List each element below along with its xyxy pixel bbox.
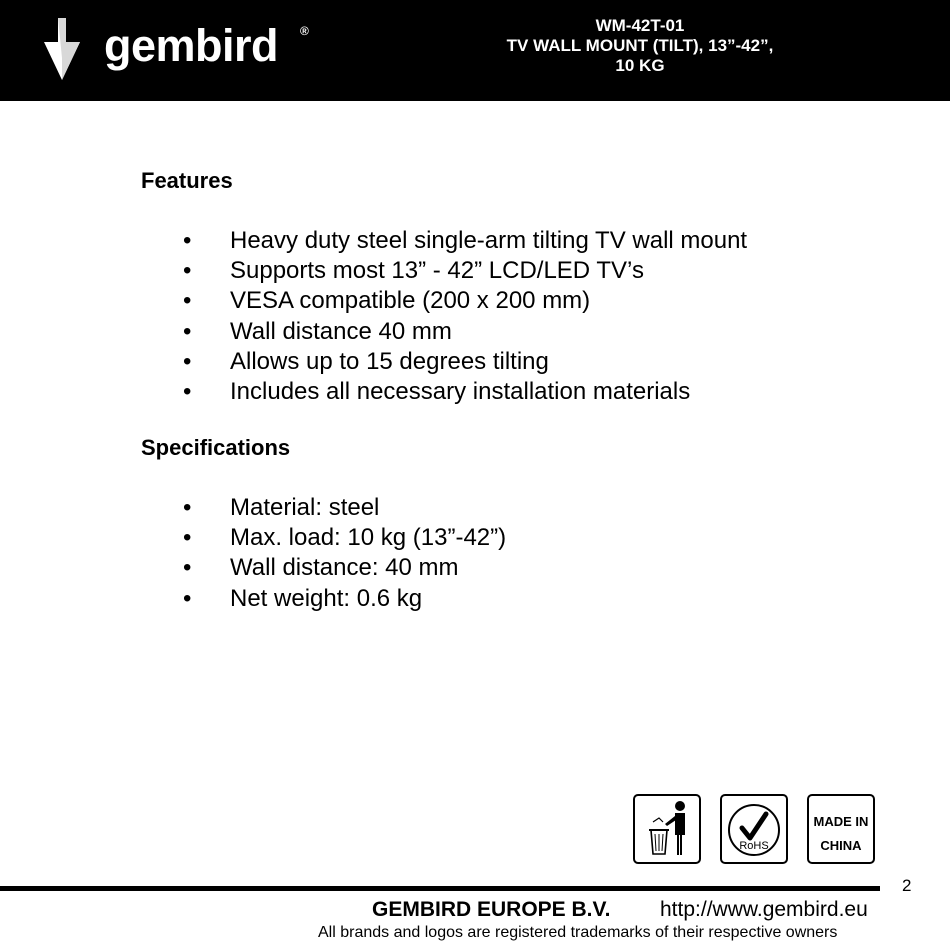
document-title	[440, 16, 840, 76]
spec-text: Net weight: 0.6 kg	[230, 584, 423, 612]
footer-trademark-note: All brands and logos are registered trademarks of their respective owners	[318, 924, 838, 941]
bullet: •	[183, 287, 192, 315]
bullet: •	[183, 227, 192, 254]
feature-text: Wall distance 40 mm	[230, 317, 452, 345]
footer-divider	[0, 886, 880, 891]
gembird-logo-text: gembird	[104, 20, 279, 71]
made-in-china-badge	[807, 794, 875, 864]
feature-text: Heavy duty steel single-arm tilting TV wall mount	[230, 227, 748, 254]
feature-text: Supports most 13” - 42” LCD/LED TV’s	[230, 257, 644, 285]
bullet: •	[183, 584, 192, 612]
bullet: •	[183, 494, 192, 521]
features-heading: Features	[141, 168, 233, 193]
weee-disposal-icon	[633, 794, 701, 864]
title-line-2: 10 KG	[615, 56, 665, 75]
feature-text: Allows up to 15 degrees tilting	[230, 347, 549, 375]
header-bar	[0, 0, 950, 101]
rohs-label: RoHS	[739, 840, 769, 852]
model-number: WM-42T-01	[595, 16, 685, 35]
registered-mark: ®	[300, 24, 309, 38]
bullet: •	[183, 524, 192, 552]
bullet: •	[183, 554, 192, 582]
bullet: •	[183, 257, 192, 285]
weee-bin-icon	[635, 796, 699, 862]
spec-text: Max. load: 10 kg (13”-42”)	[230, 524, 507, 552]
spec-text: Wall distance: 40 mm	[230, 554, 459, 582]
title-line-1: TV WALL MOUNT (TILT), 13”-42”,	[506, 36, 774, 55]
made-in-line-1: MADE IN	[813, 814, 869, 829]
footer-company: GEMBIRD EUROPE B.V.	[372, 898, 611, 921]
footer-url[interactable]: http://www.gembird.eu	[660, 898, 868, 921]
specifications-heading: Specifications	[141, 435, 291, 460]
gembird-arrow-logo-icon	[44, 18, 80, 80]
rohs-icon	[720, 794, 788, 864]
bullet: •	[183, 377, 192, 405]
feature-text: VESA compatible (200 x 200 mm)	[230, 287, 591, 315]
made-in-line-2: CHINA	[820, 838, 862, 853]
feature-text: Includes all necessary installation materials	[230, 377, 691, 405]
bullet: •	[183, 317, 192, 345]
spec-text: Material: steel	[230, 494, 380, 521]
rohs-check-icon	[722, 796, 786, 862]
bullet: •	[183, 347, 192, 375]
page-number: 2	[902, 876, 912, 895]
